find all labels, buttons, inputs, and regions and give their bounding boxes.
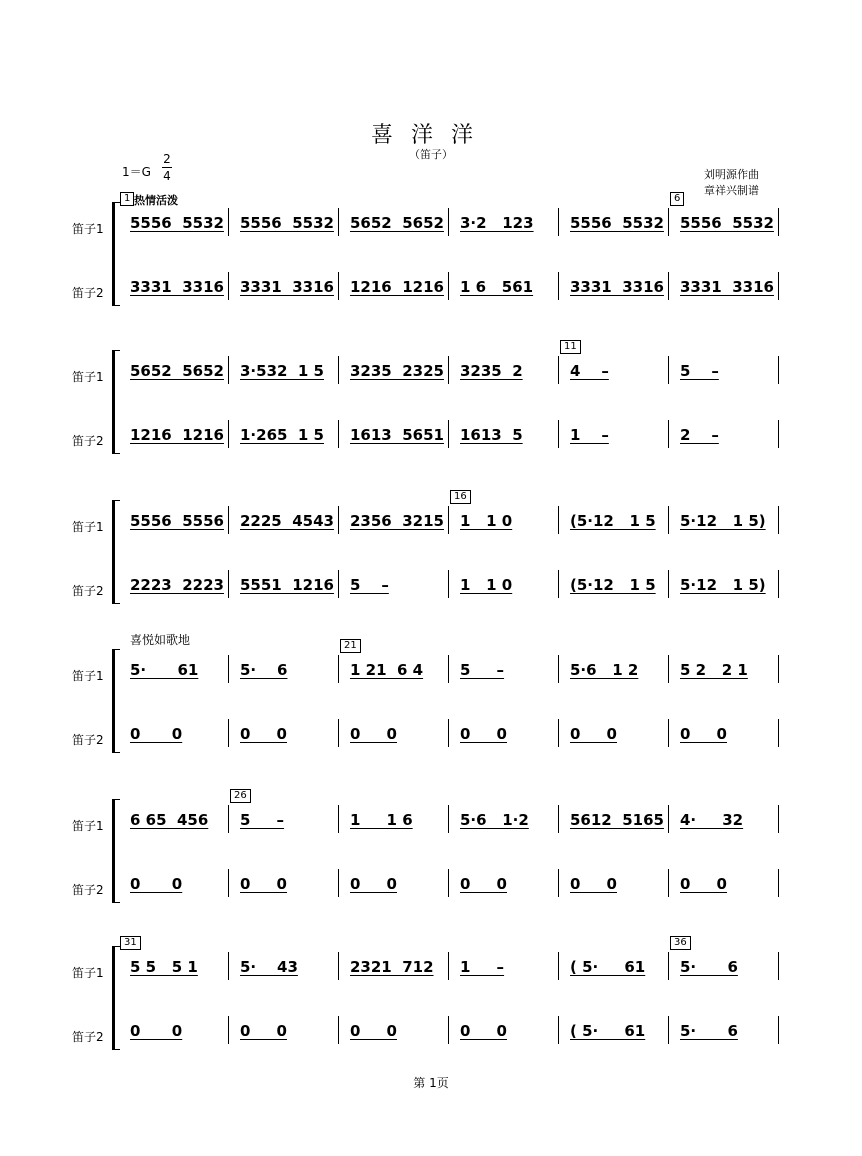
barline [558,272,559,300]
barline [778,570,779,598]
measure-notes: 5·12 1 5) [680,576,766,594]
barline [448,356,449,384]
instrument-label: 笛子2 [72,434,104,448]
barline [228,869,229,897]
tempo-marking: 热情活泼 [134,194,178,207]
barline [558,356,559,384]
barline [668,356,669,384]
system-brace [112,500,120,604]
barline [448,1016,449,1044]
barline [668,208,669,236]
barline [778,952,779,980]
barline [558,805,559,833]
barline [668,719,669,747]
measure-notes: 3331 3316 [240,278,334,296]
measure-notes: 5556 5532 [570,214,664,232]
measure-notes: 5· 6 [240,661,288,679]
measure-number: 21 [340,639,361,653]
measure-notes: 3235 2 [460,362,523,380]
barline [338,208,339,236]
barline [338,570,339,598]
measure-notes: 5612 5165 [570,811,664,829]
instrument-label: 笛子1 [72,370,104,384]
barline [558,655,559,683]
barline [778,208,779,236]
measure-notes: 4· 32 [680,811,744,829]
measure-notes: 5652 5652 [350,214,444,232]
measure-notes: 0 0 [350,875,397,893]
measure-notes: 3·2 123 [460,214,534,232]
system-brace [112,649,120,753]
measure-notes: 1 1 6 [350,811,413,829]
barline [558,719,559,747]
barline [668,1016,669,1044]
barline [668,655,669,683]
barline [228,506,229,534]
barline [228,356,229,384]
instrument-label: 笛子1 [72,669,104,683]
barline [228,952,229,980]
measure-notes: 0 0 [240,875,287,893]
arranger-credit: 章祥兴制谱 [704,184,759,197]
measure-notes: 1 – [570,426,609,444]
barline [338,805,339,833]
barline [778,655,779,683]
measure-notes: 0 0 [570,875,617,893]
measure-notes: 3235 2325 [350,362,444,380]
instrument-label: 笛子1 [72,966,104,980]
measure-notes: 5551 1216 [240,576,334,594]
barline [778,805,779,833]
measure-notes: 5·6 1 2 [570,661,639,679]
barline [228,420,229,448]
measure-notes: 5· 61 [130,661,199,679]
barline [338,719,339,747]
barline [668,869,669,897]
measure-notes: 3331 3316 [130,278,224,296]
barline [448,208,449,236]
instrument-label: 笛子1 [72,520,104,534]
measure-notes: ( 5· 61 [570,1022,646,1040]
measure-notes: 5 – [460,661,505,679]
measure-notes: (5·12 1 5 [570,512,656,530]
measure-notes: 5 – [680,362,719,380]
barline [778,356,779,384]
time-numerator: 2 [163,152,171,166]
instrument-label: 笛子2 [72,1030,104,1044]
score-subtitle: （笛子） [409,148,453,161]
barline [668,420,669,448]
barline [338,655,339,683]
barline [228,1016,229,1044]
barline [228,719,229,747]
barline [338,1016,339,1044]
measure-notes: 0 0 [570,725,617,743]
measure-number: 16 [450,490,471,504]
measure-notes: 2225 4543 [240,512,334,530]
system-brace [112,350,120,454]
barline [338,272,339,300]
barline [558,506,559,534]
barline [338,869,339,897]
measure-notes: 1613 5651 [350,426,444,444]
measure-notes: 3331 3316 [570,278,664,296]
measure-notes: 1 21 6 4 [350,661,424,679]
measure-notes: 5· 6 [680,958,738,976]
measure-notes: 1 – [460,958,505,976]
barline [448,570,449,598]
measure-notes: 1216 1216 [130,426,224,444]
barline [558,570,559,598]
measure-notes: 5556 5556 [130,512,224,530]
score-title: 喜洋洋 [370,123,491,148]
measure-notes: 5 – [240,811,285,829]
measure-notes: 5 2 2 1 [680,661,748,679]
measure-notes: 1 1 0 [460,512,513,530]
barline [778,1016,779,1044]
instrument-label: 笛子1 [72,222,104,236]
measure-number: 11 [560,340,581,354]
barline [338,952,339,980]
instrument-label: 笛子2 [72,584,104,598]
barline [338,420,339,448]
measure-number: 26 [230,789,251,803]
barline [338,356,339,384]
measure-notes: 0 0 [240,725,287,743]
measure-number: 1 [120,192,134,206]
instrument-label: 笛子2 [72,286,104,300]
measure-notes: 0 0 [680,875,727,893]
measure-notes: 0 0 [460,875,507,893]
barline [668,272,669,300]
measure-notes: 0 0 [680,725,727,743]
measure-notes: 2321 712 [350,958,434,976]
barline [778,869,779,897]
time-denominator: 4 [163,169,171,183]
measure-number: 6 [670,192,684,206]
measure-notes: 5556 5532 [680,214,774,232]
measure-notes: 1 1 0 [460,576,513,594]
barline [448,719,449,747]
barline [228,208,229,236]
measure-notes: 5·12 1 5) [680,512,766,530]
composer-credit: 刘明源作曲 [704,168,759,181]
barline [448,655,449,683]
barline [558,208,559,236]
barline [668,805,669,833]
barline [558,420,559,448]
barline [668,506,669,534]
measure-notes: 5· 6 [680,1022,738,1040]
barline [448,805,449,833]
measure-notes: 5 5 5 1 [130,958,198,976]
measure-notes: 0 0 [130,875,183,893]
barline [778,420,779,448]
measure-notes: 6 65 456 [130,811,209,829]
barline [448,506,449,534]
barline [668,952,669,980]
measure-notes: 5556 5532 [240,214,334,232]
barline [778,506,779,534]
page-number: 第 1页 [413,1076,449,1090]
measure-notes: 3·532 1 5 [240,362,324,380]
barline [228,805,229,833]
tempo-marking: 喜悦如歌地 [130,633,191,647]
system-brace [112,799,120,903]
instrument-label: 笛子1 [72,819,104,833]
barline [448,952,449,980]
instrument-label: 笛子2 [72,733,104,747]
barline [338,506,339,534]
measure-notes: 0 0 [130,1022,183,1040]
measure-notes: 0 0 [350,725,397,743]
measure-notes: 0 0 [240,1022,287,1040]
measure-notes: 1 6 561 [460,278,534,296]
measure-notes: 0 0 [460,725,507,743]
measure-notes: 3331 3316 [680,278,774,296]
measure-notes: 2356 3215 [350,512,444,530]
barline [778,272,779,300]
system-brace [112,202,120,306]
barline [448,420,449,448]
measure-number: 31 [120,936,141,950]
barline [558,1016,559,1044]
barline [558,869,559,897]
measure-notes: 1216 1216 [350,278,444,296]
measure-notes: (5·12 1 5 [570,576,656,594]
barline [448,272,449,300]
key-signature: 1＝G [122,165,151,179]
system-brace [112,946,120,1050]
barline [448,869,449,897]
barline [228,570,229,598]
measure-notes: 5556 5532 [130,214,224,232]
measure-notes: ( 5· 61 [570,958,646,976]
barline [228,655,229,683]
measure-notes: 4 – [570,362,609,380]
measure-notes: 1613 5 [460,426,523,444]
measure-notes: 5 – [350,576,389,594]
barline [778,719,779,747]
measure-notes: 5· 43 [240,958,298,976]
measure-notes: 5·6 1·2 [460,811,529,829]
measure-notes: 0 0 [460,1022,507,1040]
measure-notes: 5652 5652 [130,362,224,380]
measure-number: 36 [670,936,691,950]
measure-notes: 2223 2223 [130,576,224,594]
barline [558,952,559,980]
measure-notes: 0 0 [350,1022,397,1040]
time-signature [162,152,172,183]
measure-notes: 2 – [680,426,719,444]
measure-notes: 0 0 [130,725,183,743]
barline [668,570,669,598]
barline [228,272,229,300]
instrument-label: 笛子2 [72,883,104,897]
measure-notes: 1·265 1 5 [240,426,324,444]
